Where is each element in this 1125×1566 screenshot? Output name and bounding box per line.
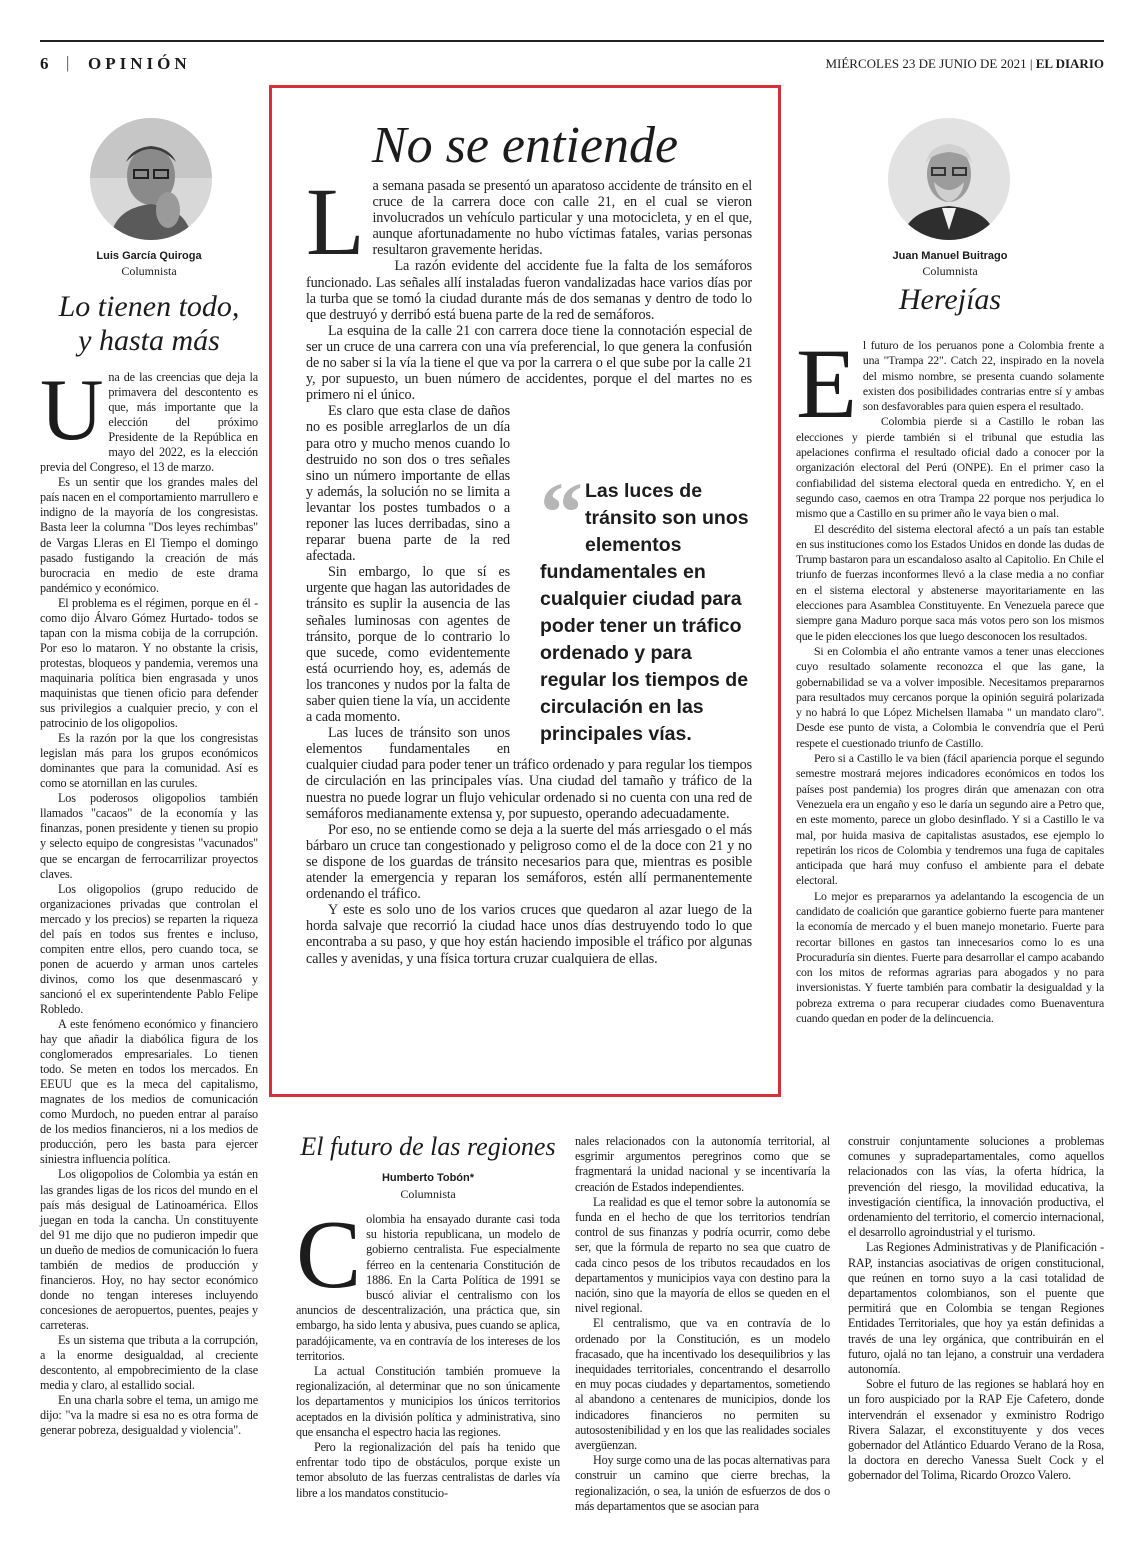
author-name-right: Juan Manuel Buitrago	[892, 250, 1008, 262]
header-top-rule	[40, 40, 1104, 42]
paragraph: Los oligopolios de Colombia ya están en las grandes ligas de los ricos del mundo en el país más desigual de Latinoamérica. Ellos juegan en toda la cancha. Un constituyente del 91 me dijo que no pudieron impedir que un dueño de medios de comunicación lo fuera también de medios de producción y financieros. Hoy, no hay sector económico donde no tengan intereses incluyendo concesiones de aeropuertos, puentes, peajes y carreteras.	[40, 1167, 258, 1332]
pullquote	[540, 464, 752, 748]
paragraph: na de las creencias que deja la primavera del descontento es que, más importante que la elección del próximo Presidente de la República en mayo del 2022, es la elección previa del Congreso, el 13 de marzo.	[40, 370, 258, 475]
column-title-left-line1: Lo tienen todo,	[58, 290, 240, 323]
page-number: 6	[40, 54, 49, 73]
dropcap-editorial: L	[306, 168, 365, 275]
paragraph: a semana pasada se presentó un aparatoso accidente de tránsito en el cruce de la carrera doce con calle 21, en el cual se vieron involucrados un vehículo particular y una motocicleta, y en el que, aunque afortunadamente no hubo víctimas fatales, varias personas resultaron gravemente heridas.	[372, 178, 752, 259]
paragraph: En una charla sobre el tema, un amigo me dijo: "va la madre si esa no es otra forma de generar pobreza, desigualdad y violencia".	[40, 1393, 258, 1438]
regions-column-2	[575, 1134, 830, 1514]
paragraph: Es un sistema que tributa a la corrupción, a la enorme desigualdad, al creciente descontento, al empobrecimiento de la clase media y claro, al estallido social.	[40, 1333, 258, 1393]
column-title-right: Herejías	[898, 283, 1002, 316]
paragraph: Es la razón por la que los congresistas legislan más para los grupos económicos dominantes que para la comunidad. Así es como se atornillan en las curules.	[40, 731, 258, 791]
paragraph: Sin embargo, lo que sí es urgente que hagan las autoridades de tránsito es suplir la ausencia de las señales luminosas con agentes de tránsito, porque de lo contrario lo que sucede, como evidentemente está ocurriendo hoy, es, además de los trancones y nudos por la falta de saber quien tiene la vía, un accidente a cada momento.	[306, 564, 510, 726]
paragraph: Las luces de tránsito son unos elementos fundamentales en cualquier ciudad para poder tener un tráfico ordenado y para regular los tiempos de circulación en las principales vías. Una ciudad del tamaño y tráfico de la nuestra no puede lograr un flujo vehicular ordenado si no cuenta con una red de semáforos medianamente extensa y, por supuesto, operando adecuadamente.	[306, 725, 752, 822]
regions-column-3	[848, 1134, 1104, 1484]
dropcap-left: U	[40, 362, 104, 459]
paragraph: Colombia pierde si a Castillo le roban las elecciones y pierde también si el tribunal que estudia las apelaciones confirma el resultado oficial dado a conocer por la organización electoral del Perú (ONPE). En el primer caso la confiabilidad del sistema electoral queda en entredicho. Y, en el segundo caso, caemos en otra Trampa 22 porque nos perjudica lo mismo que a Castillo en su primer año le vaya bien o mal.	[796, 414, 1104, 521]
paragraph: Pero si a Castillo le va bien (fácil apariencia porque el segundo semestre mostrará mejores indicadores económicos en todos los países post pandemia) los progres dirán que amenazan con otra Venezuela era un engaño y eso le daría un segundo aire a Petro que, en este momento, parece un globo desinflado. Y si a Castillo le va mal, por huida masiva de capitalistas asustados, ese ejemplo lo repetirán los ricos de Colombia y tendremos una fuga de capitales anticipada que hará muy confuso el ambiente para el debate electoral.	[796, 751, 1104, 888]
paragraph: Lo mejor es prepararnos ya adelantando la escogencia de un candidato de coalición que garantice gobierno fuerte para mantener la economía de mercado y el buen manejo monetario. Fuerte para recortar billones en gastos tan innecesarios como lo es una Procuraduría sin dientes. Fuerte para desarrollar el campo acabando con los mitos de reformas agrarias para abogados y no para inversionistas. Y fuerte también para combatir la desigualdad y la pobreza extrema o para recuperar ciudades como Buenaventura cuando quedan en poder de la delincuencia.	[796, 888, 1104, 1026]
paragraph: La realidad es que el temor sobre la autonomía se funda en el hecho de que los territorios tendrían control de sus finanzas y podría ocurrir, como debe ser, que la fórmula de reparto no sea que cuatro de cada cinco pesos de los tributos recaudados en los departamentos y municipios vaya con destino para la nación, sino que la mayoría de ellos se queden en el nivel regional.	[575, 1194, 830, 1316]
section-name: OPINIÓN	[88, 54, 191, 73]
page-header	[40, 40, 1104, 80]
pullquote-text: Las luces de tránsito son unos elementos fundamentales en cualquier ciudad para poder tener un tráfico ordenado y para regular los tiempos de circulación en las principales vías.	[540, 480, 749, 745]
paragraph: Por eso, no se entiende como se deja a la suerte del más arriesgado o el más bárbaro un cruce tan congestionado y peligroso como el de la doce con 21 y no se dispone de los guardas de tránsito necesarios para que, mientras es posible atender la emergencia y reparan los semáforos, estén allí permanentemente ordenando el tráfico.	[306, 821, 752, 903]
paragraph: Los oligopolios (grupo reducido de organizaciones privadas que controlan el mercado y los precios) se reparten la riqueza del país en todos sus frentes e incluso, compiten entre ellos, pero cuando toca, se ponen de acuerdo y arman unos carteles divinos, como los que desenmascaró y sancionó el ex superintendente Pablo Felipe Robledo.	[40, 881, 258, 1016]
paragraph: La actual Constitución también promueve la regionalización, al determinar que no son únicamente los departamentos y municipios los únicos territorios aceptados en la división política y administrativa, sino que ensancha el espectro hacia las regiones.	[296, 1364, 560, 1439]
column-title-left	[40, 290, 258, 358]
quote-mark-icon: “	[540, 464, 583, 560]
regions-column-1	[296, 1201, 560, 1501]
paragraph: construir conjuntamente soluciones a problemas comunes y supradepartamentales, como aquellos relacionados con las vías, la oferta hídrica, la prevención del riesgo, la movilidad educativa, la investigación científica, la innovación productiva, el ordenamiento del territorio, el comercio internacional, el desarrollo agroindustrial y el turismo.	[848, 1134, 1104, 1240]
paragraph: olombia ha ensayado durante casi toda su historia republicana, un modelo de gobierno centralista. Fue especialmente férreo en la centenaria Constitución de 1886. En la Carta Política de 1991 se buscó aliviar el centralismo con los anuncios de descentralización, una práctica que, sin embargo, ha sido lenta y abusiva, pues cuando se aplica, paradójicamente, va en contravía de los intereses de los territorios.	[296, 1212, 560, 1363]
paragraph: Sobre el futuro de las regiones se hablará hoy en un foro auspiciado por la RAP Eje Cafetero, donde intervendrán el exsenador y exministro Rodrigo Rivera Salazar, el exconstituyente y dos veces gobernador del Atlántico Eduardo Verano de la Rosa, la doctora en derecho Vanessa Suelt Cock y el gobernador del Tolima, Ricardo Orozco Valero.	[848, 1377, 1104, 1483]
author-role-right: Columnista	[922, 264, 978, 278]
column-title-left-line2: y hasta más	[78, 324, 220, 357]
date: MIÉRCOLES 23 DE JUNIO DE 2021	[825, 56, 1027, 71]
regions-title: El futuro de las regiones	[300, 1132, 556, 1161]
paragraph: Es claro que esta clase de daños no es posible arreglarlos de un día para otro y mucho menos cuando lo destruido no son dos o tres señales sino un número importante de ellas y además, la solución no se limita a levantar los postes tumbados o a reponer las luces derribadas, sino a reparar buena parte de la red afectada.	[306, 403, 510, 565]
column-body-left	[40, 362, 258, 1438]
paragraph: La razón evidente del accidente fue la falta de los semáforos funcionado. Las señales allí instaladas fueron vandalizadas hace varios días por la turba que se tomó la ciudad durante más de dos semanas y dentro de todo lo que destruyó y derribó está buena parte de la red de semáforos.	[306, 258, 752, 323]
paragraph: El centralismo, que va en contravía de lo ordenado por la Constitución, es un modelo fracasado, que ha incentivado los desequilibrios y las inequidades territoriales, concentrando el desarrollo en muy pocas ciudades y departamentos, sometiendo al abandono a centenares de municipios, donde los indicadores financieros no permiten su autosostenibilidad y en los que las realidades sociales avergüenzan.	[575, 1316, 830, 1453]
paragraph: Y este es solo uno de los varios cruces que quedaron al azar luego de la horda salvaje que recorrió la ciudad hace unos días destruyendo todo lo que encontraba a su paso, y que hoy están haciendo imposible el tráfico por algunas calles y avenidas, y una física tortura cruzar cualquiera de ellas.	[306, 902, 752, 967]
paragraph: La esquina de la calle 21 con carrera doce tiene la connotación especial de ser un cruce de una carrera con una vía preferencial, lo que genera la confusión de no saber si la vía la tiene el que va por la carrera o el que sube por la calle 21 y, por supuesto, un buen número de accidentes, porque el del martes no es primero ni el único.	[306, 322, 752, 404]
header-separator: |	[66, 53, 70, 72]
paragraph: Es un sentir que los grandes males del país nacen en el comportamiento marrullero e indigno de la mayoría de los congresistas. Basta leer la columna "Dos leyes rechimbas" de Vargas Lleras en El Tiempo el domingo pasado fustigando la creación de más burocracia en medio de este drama pandémico y económico.	[40, 475, 258, 595]
paragraph: El problema es el régimen, porque en él -como dijo Álvaro Gómez Hurtado- todos se tapan con la misma cobija de la corrupción. Por eso lo mataron. Y no obstante la crisis, protestas, bloqueos y pandemia, veremos una maquinaria política bien engrasada y unos maquinistas que tienen oficio para defender sus privilegios a cualquier precio, y con el patrocinio de los oligopolios.	[40, 595, 258, 731]
paragraph: El descrédito del sistema electoral afectó a un país tan estable en sus instituciones como los Estados Unidos en donde las dudas de Trump bastaron para un escandaloso asalto al Capitolio. En Chile el triunfo de fuerzas inconformes llevó a la clase media a no confiar en el sistema electoral y abstenerse mayoritariamente en las elecciones para Asamblea Constituyente. En Venezuela parece que siempre gana Maduro porque saca más votos pero son los mismos que le piden elecciones los que luego desconocen los resultados.	[796, 521, 1104, 643]
paragraph: nales relacionados con la autonomía territorial, al esgrimir argumentos peregrinos como que se fragmentará la unidad nacional y se incentivaría la creación de Estados independientes.	[575, 1134, 830, 1194]
newspaper-name: EL DIARIO	[1035, 56, 1104, 71]
author-name-left: Luis García Quiroga	[96, 250, 202, 262]
dateline: MIÉRCOLES 23 DE JUNIO DE 2021 | EL DIARIO	[825, 56, 1104, 71]
paragraph: l futuro de los peruanos pone a Colombia frente a una "Trampa 22". Catch 22, inspirado en la novela del mismo nombre, se presenta cuando solamente existen dos posibilidades contrarias entre sí y ambas son desfavorables para quien espera el resultado.	[862, 338, 1104, 414]
paragraph: Si en Colombia el año entrante vamos a tener unas elecciones cuyo resultado solamente reconozca el que las gane, la gobernabilidad se va a volver imposible. Necesitamos prepararnos para resultados muy cercanos porque la opinión seguirá polarizada y no habrá lo que López Michelsen llamaba " un mandato claro". Desde ese punto de vista, a Colombia le convendría que el Perú respete el cuestionado triunfo de Castillo.	[796, 643, 1104, 750]
author-role-left: Columnista	[121, 264, 177, 278]
regions-role: Columnista	[400, 1187, 456, 1201]
paragraph: Pero la regionalización del país ha tenido que enfrentar todo tipo de obstáculos, porque existe un temor absoluto de las fuerzas centralistas de darles vía libre a los mandatos constitucio-	[296, 1440, 560, 1500]
dropcap-right: E	[796, 328, 857, 439]
paragraph: A este fenómeno económico y financiero hay que añadir la diabólica figura de los conglomerados empresariales. Lo tienen todo. Se meten en todos los mercados. En EEUU que es la meca del capitalismo, magnates de los medios de comunicación como Murdoch, no pueden entrar al paraíso de los medios financieros, ni a los medios de producción, pero les basta para ejercer siniestra influencia política.	[40, 1017, 258, 1167]
regions-author: Humberto Tobón*	[381, 1172, 475, 1184]
paragraph: Hoy surge como una de las pocas alternativas para construir un camino que cierre brechas, la regionalización, o sea, la unión de esfuerzos de dos o más departamentos que se asocian para	[575, 1453, 830, 1513]
dropcap-regions: C	[296, 1201, 362, 1309]
author-photo-left	[90, 118, 212, 240]
paragraph: Las Regiones Administrativas y de Planificación - RAP, instancias asociativas de origen constitucional, que reúnen en torno suyo a la casi totalidad de departamentos colombianos, son el puente que permitirá que en Colombia se tengan Regiones Entidades Territoriales, que hoy ya están definidas a través de una ley orgánica, que contribuirán en el futuro, ojalá no tan lejano, a construir una verdadera autonomía.	[848, 1240, 1104, 1377]
author-photo-right	[888, 118, 1010, 240]
column-body-right	[796, 328, 1104, 1026]
paragraph: Los poderosos oligopolios también llamados "cacaos" de la economía y las finanzas, ponen presidente y tienen su propio y selecto equipo de congresistas "vacunados" que se encargan de ferrocarrilizar proyectos claves.	[40, 791, 258, 881]
editorial-box	[269, 85, 781, 1097]
editorial-title: No se entiende	[371, 117, 679, 174]
